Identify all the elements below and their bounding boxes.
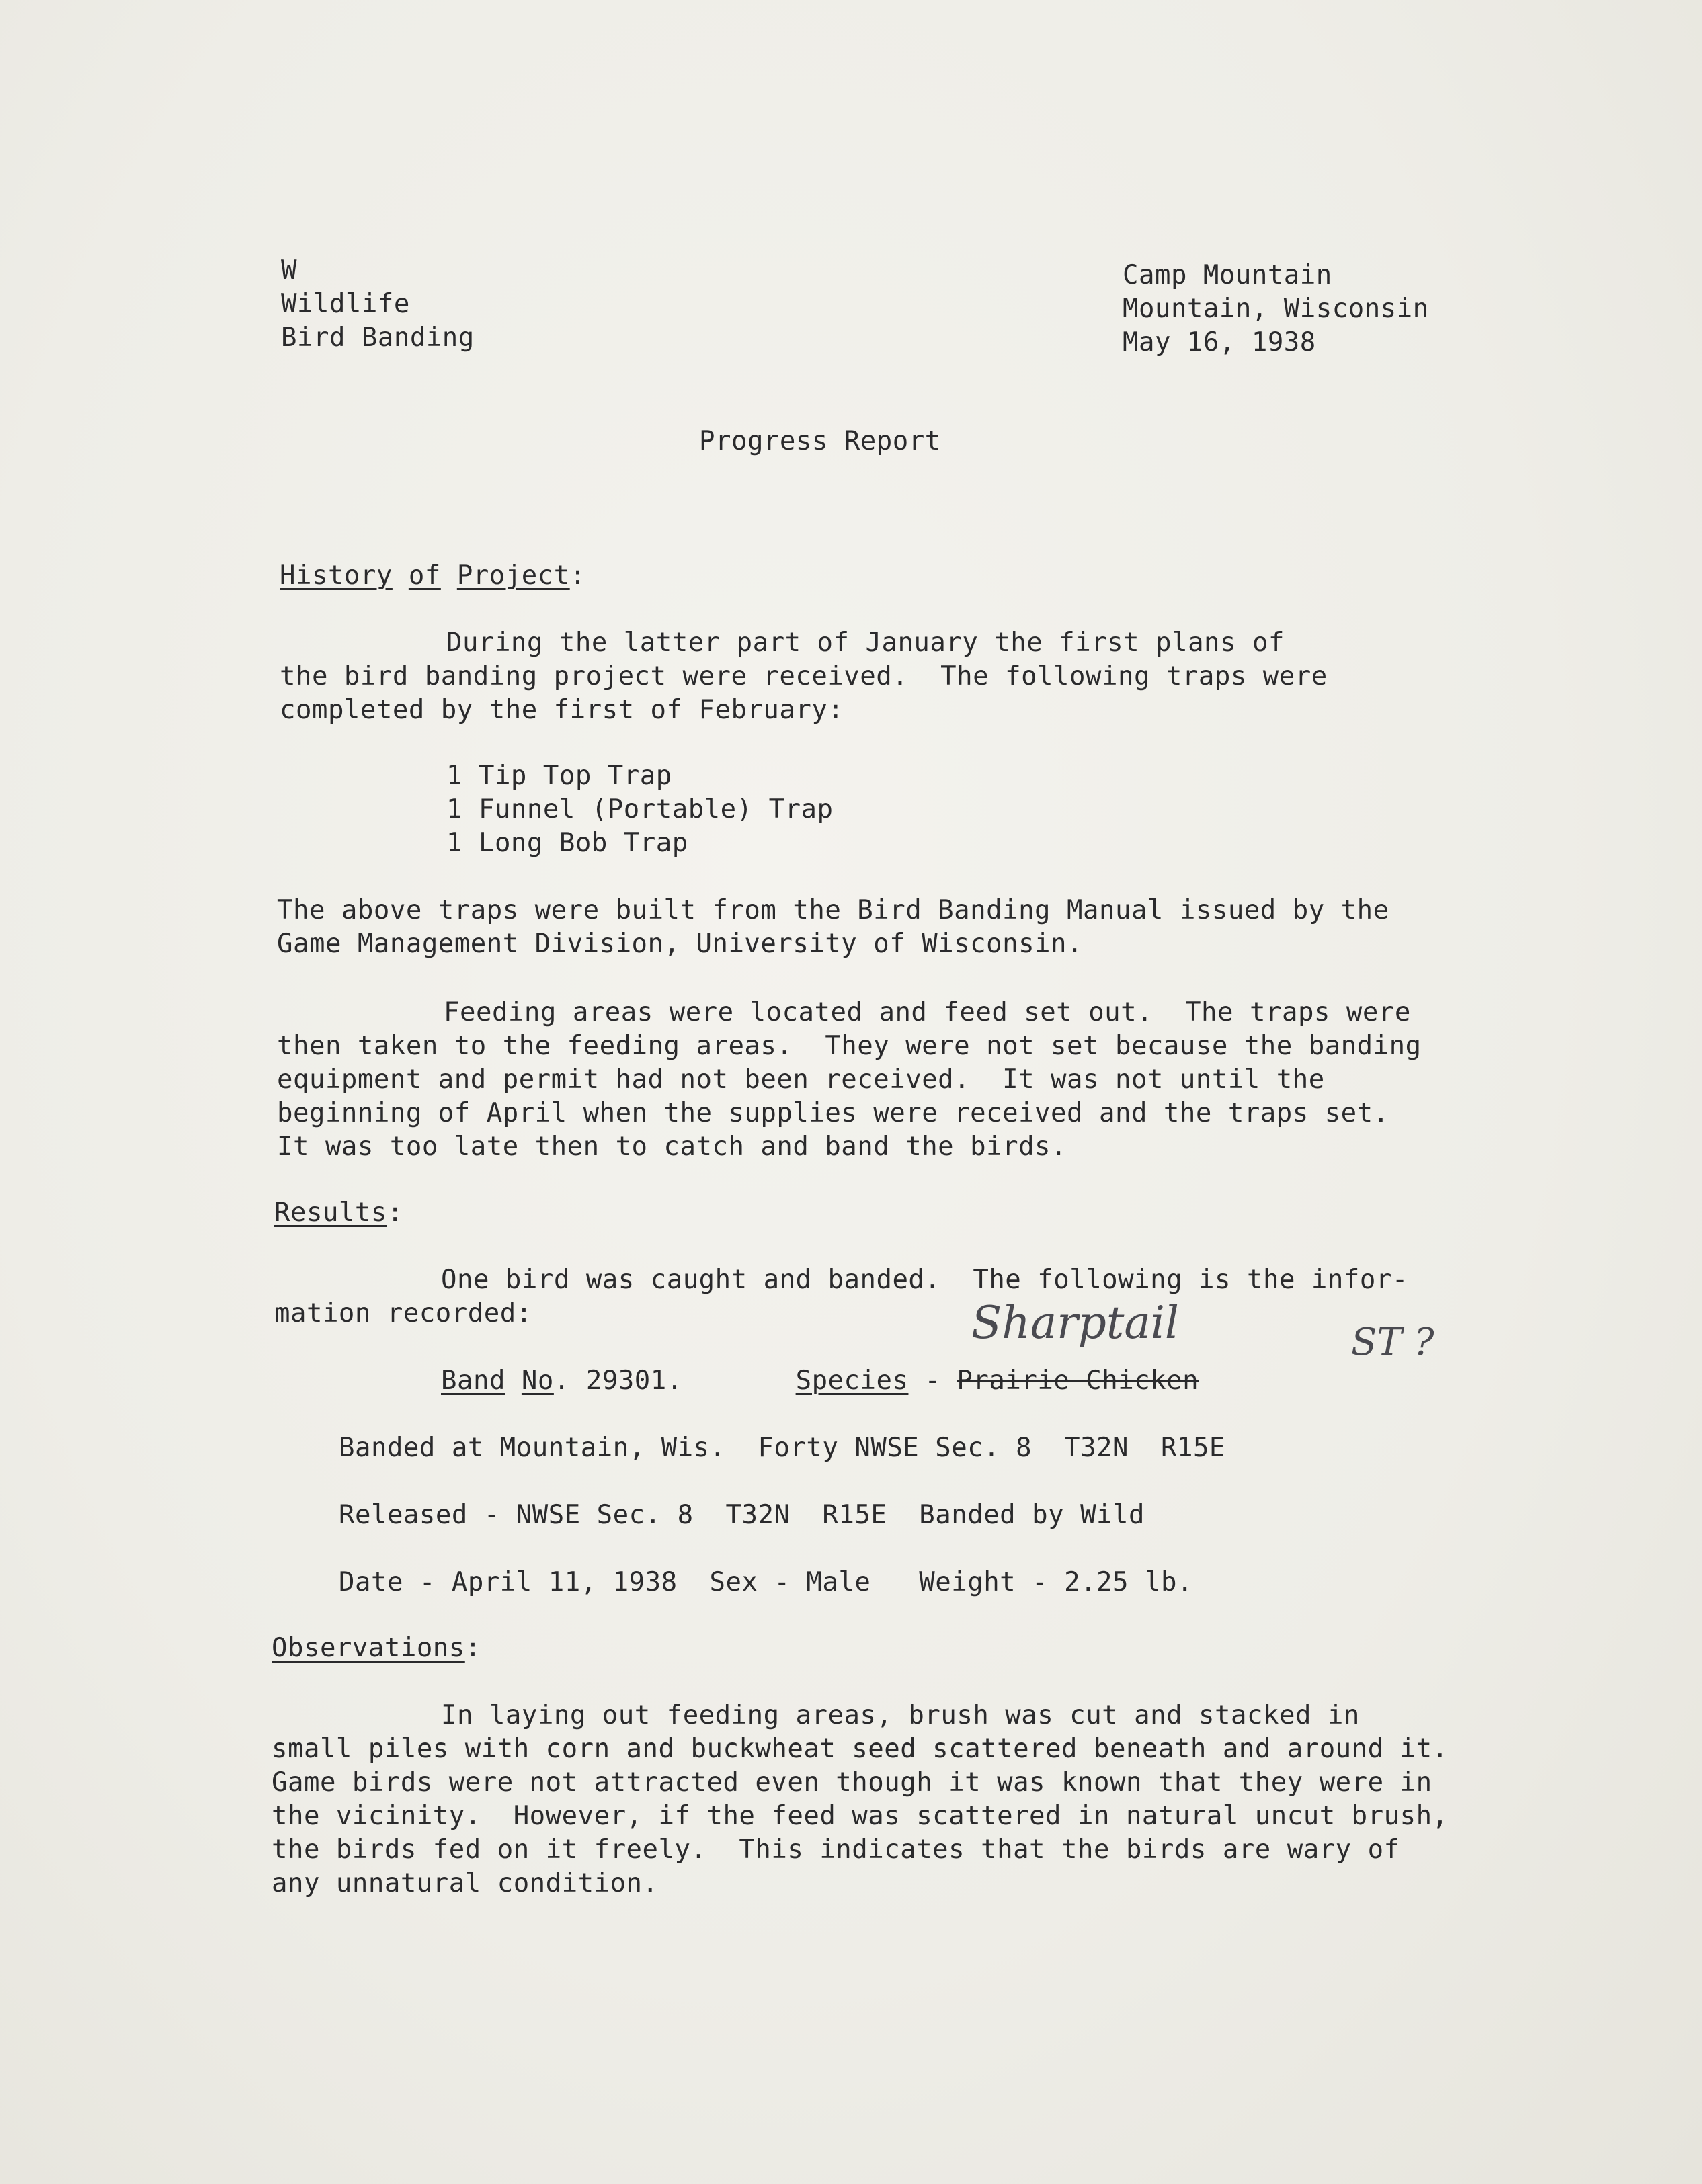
- camp-location: Mountain, Wisconsin: [1123, 294, 1429, 324]
- observations-line: small piles with corn and buckwheat seed scattered beneath and around it.: [272, 1734, 1449, 1764]
- handwritten-margin-note: ST ?: [1351, 1320, 1434, 1364]
- history-para3-line: It was too late then to catch and band the birds.: [277, 1132, 1067, 1162]
- observations-line: the vicinity. However, if the feed was scattered in natural uncut brush,: [272, 1801, 1449, 1831]
- history-para1-line: completed by the first of February:: [280, 695, 844, 725]
- camp-name: Camp Mountain: [1123, 260, 1332, 290]
- observations-line: Game birds were not attracted even though it was known that they were in: [272, 1767, 1432, 1798]
- handwritten-species: Sharptail: [971, 1297, 1179, 1349]
- date-line: Date - April 11, 1938 Sex - Male Weight - 2.25 lb.: [339, 1567, 1193, 1597]
- trap-item: 1 Long Bob Trap: [446, 828, 688, 858]
- released-line: Released - NWSE Sec. 8 T32N R15E Banded by Wild: [339, 1500, 1145, 1530]
- results-intro-line: One bird was caught and banded. The following is the infor-: [441, 1265, 1408, 1295]
- file-code: W: [281, 255, 297, 286]
- banded-at-line: Banded at Mountain, Wis. Forty NWSE Sec. 8 T32N R15E: [339, 1433, 1225, 1463]
- history-para1-line: During the latter part of January the first plans of: [446, 628, 1285, 658]
- observations-heading: Observations:: [272, 1633, 481, 1663]
- history-para2-line: The above traps were built from the Bird Banding Manual issued by the: [277, 895, 1389, 925]
- report-date: May 16, 1938: [1123, 327, 1316, 358]
- history-para1-line: the bird banding project were received. The following traps were: [280, 661, 1328, 691]
- history-para3-line: Feeding areas were located and feed set out. The traps were: [444, 997, 1411, 1027]
- history-para3-line: beginning of April when the supplies were received and the traps set.: [277, 1098, 1389, 1128]
- file-subject: Bird Banding: [281, 323, 475, 353]
- history-para3-line: equipment and permit had not been received. It was not until the: [277, 1064, 1325, 1095]
- band-species-line: Band No. 29301. Species - Prairie Chicken: [441, 1366, 1199, 1396]
- history-para3-line: then taken to the feeding areas. They were not set because the banding: [277, 1031, 1422, 1061]
- file-category: Wildlife: [281, 289, 410, 319]
- history-para2-line: Game Management Division, University of Wisconsin.: [277, 929, 1083, 959]
- page-title: Progress Report: [699, 426, 941, 456]
- results-intro-line: mation recorded:: [274, 1298, 532, 1329]
- results-heading: Results:: [274, 1198, 403, 1228]
- history-heading: History of Project:: [280, 560, 586, 591]
- trap-item: 1 Funnel (Portable) Trap: [446, 794, 834, 825]
- trap-item: 1 Tip Top Trap: [446, 761, 672, 791]
- observations-line: In laying out feeding areas, brush was cut and stacked in: [441, 1700, 1360, 1730]
- observations-line: the birds fed on it freely. This indicates that the birds are wary of: [272, 1835, 1400, 1865]
- observations-line: any unnatural condition.: [272, 1868, 659, 1898]
